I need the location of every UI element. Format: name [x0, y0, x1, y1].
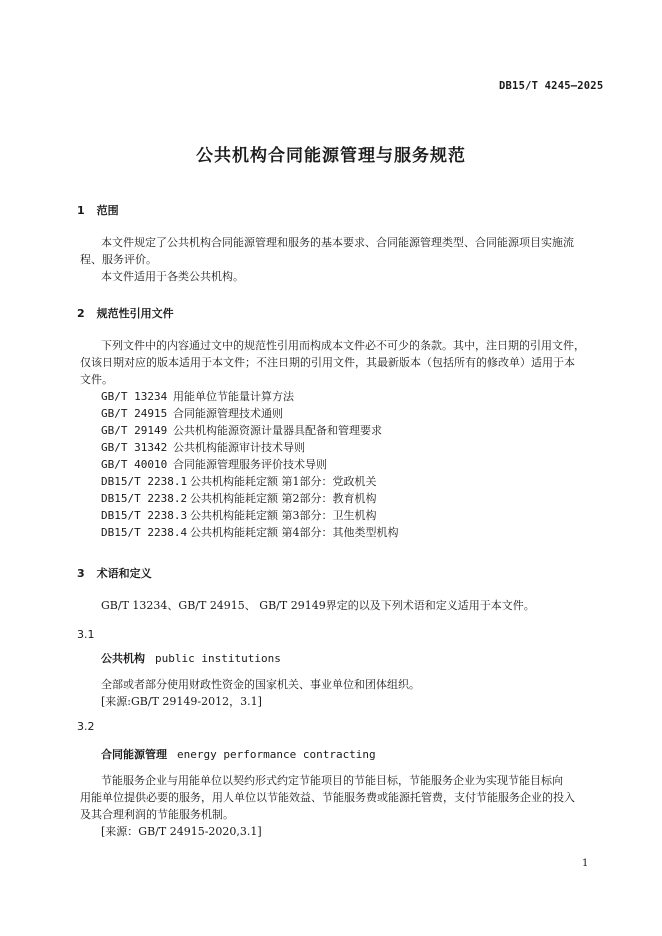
section-number: 3: [77, 567, 85, 580]
reference-title: 公共机构能耗定额 第3部分：卫生机构: [190, 509, 377, 522]
term-number: 3.2: [77, 720, 95, 733]
reference-item: [101, 456, 327, 473]
section-2-intro-line-2: 仅该日期对应的版本适用于本文件；不注日期的引用文件，其最新版本（包括所有的修改单）适用于本: [80, 356, 575, 369]
term-definition-line: 及其合理利润的节能服务机制。: [80, 808, 234, 821]
reference-title: 公共机构能耗定额 第1部分：党政机关: [190, 475, 377, 488]
reference-item: [101, 388, 294, 405]
page-number: 1: [582, 858, 589, 869]
term-heading: [101, 650, 281, 666]
term-number: 3.1: [77, 628, 95, 641]
section-title: 术语和定义: [96, 567, 152, 580]
reference-item: [101, 439, 305, 456]
section-2-intro-line-3: 文件。: [80, 373, 113, 386]
section-title: 规范性引用文件: [96, 307, 174, 320]
section-3-intro: GB/T 13234、GB/T 24915、 GB/T 29149界定的以及下列术语和定义适用于本文件。: [101, 599, 535, 612]
reference-item: [101, 490, 377, 507]
reference-title: 公共机构能源资源计量器具配备和管理要求: [173, 424, 382, 437]
term-definition-line: 用能单位提供必要的服务，用人单位以节能效益、节能服务费或能源托管费，支付节能服务企业的投入: [80, 791, 575, 804]
section-1-para-1-line-1: 本文件规定了公共机构合同能源管理和服务的基本要求、合同能源管理类型、合同能源项目实施流: [101, 236, 574, 249]
reference-code: DB15/T 2238.4: [101, 526, 188, 539]
reference-code: DB15/T 2238.1: [101, 475, 188, 488]
reference-item: [101, 524, 399, 541]
term-source: [来源：GB/T 24915-2020,3.1]: [101, 825, 262, 838]
reference-code: GB/T 29149: [101, 424, 168, 437]
reference-item: [101, 422, 382, 439]
document-title: 公共机构合同能源管理与服务规范: [196, 146, 466, 166]
reference-code: DB15/T 2238.3: [101, 509, 188, 522]
reference-title: 合同能源管理服务评价技术导则: [173, 458, 327, 471]
section-2-intro-line-1: 下列文件中的内容通过文中的规范性引用而构成本文件必不可少的条款。其中，注日期的引用文件，: [101, 339, 585, 352]
term-definition-line: 全部或者部分使用财政性资金的国家机关、事业单位和团体组织。: [101, 678, 420, 691]
document-code: DB15/T 4245—2025: [499, 80, 604, 92]
reference-code: GB/T 40010: [101, 458, 168, 471]
reference-code: DB15/T 2238.2: [101, 492, 188, 505]
section-title: 范围: [96, 204, 119, 217]
reference-code: GB/T 13234: [101, 390, 168, 403]
reference-title: 公共机构能耗定额 第4部分：其他类型机构: [190, 526, 399, 539]
reference-item: [101, 405, 283, 422]
reference-title: 公共机构能耗定额 第2部分：教育机构: [190, 492, 377, 505]
reference-title: 公共机构能源审计技术导则: [173, 441, 305, 454]
section-number: 2: [77, 307, 85, 320]
section-1-para-1-line-2: 程、服务评价。: [80, 253, 157, 266]
section-2-heading: [77, 305, 174, 321]
term-chinese: 合同能源管理: [101, 748, 167, 761]
section-number: 1: [77, 204, 85, 217]
term-chinese: 公共机构: [101, 652, 145, 665]
reference-item: [101, 473, 377, 490]
reference-title: 用能单位节能量计算方法: [173, 390, 294, 403]
section-1-para-2: 本文件适用于各类公共机构。: [101, 270, 244, 283]
reference-item: [101, 507, 377, 524]
section-1-heading: [77, 202, 119, 218]
term-source: [来源:GB/T 29149-2012，3.1]: [101, 695, 262, 708]
term-english: public institutions: [155, 652, 281, 665]
reference-title: 合同能源管理技术通则: [173, 407, 283, 420]
section-3-heading: [77, 565, 152, 581]
term-definition-line: 节能服务企业与用能单位以契约形式约定节能项目的节能目标，节能服务企业为实现节能目标向: [101, 774, 563, 787]
reference-code: GB/T 31342: [101, 441, 168, 454]
term-english: energy performance contracting: [177, 748, 376, 761]
reference-code: GB/T 24915: [101, 407, 168, 420]
term-heading: [101, 746, 376, 762]
